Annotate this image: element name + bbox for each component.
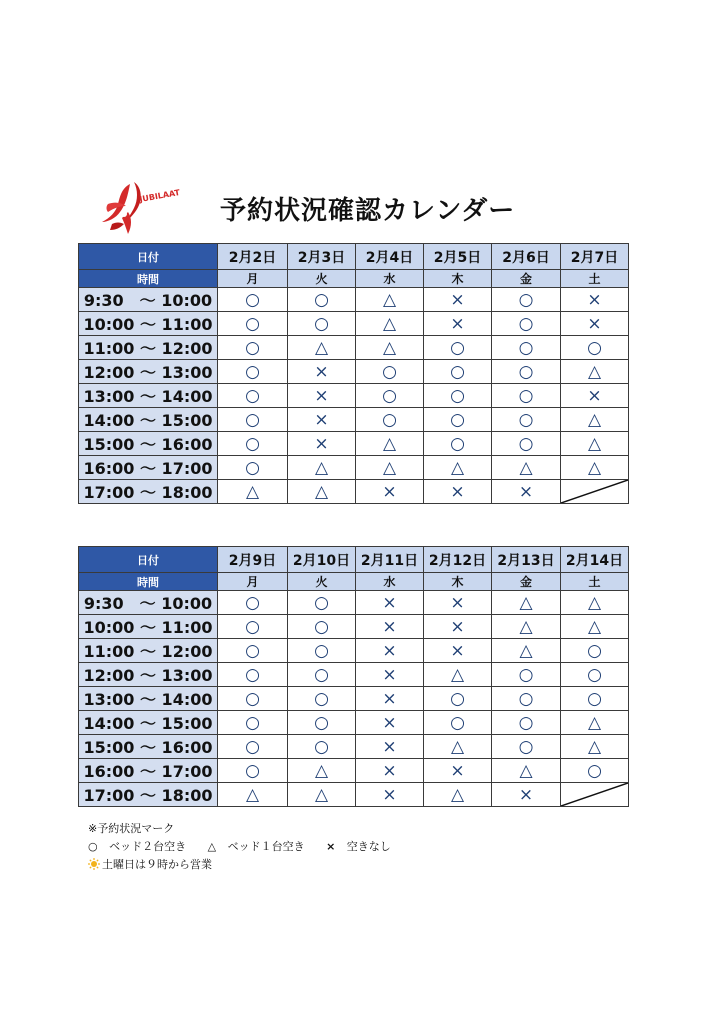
availability-cell: ○ [492,432,561,456]
availability-cell: ○ [218,735,288,759]
availability-cell: ○ [424,432,492,456]
availability-cell: ○ [492,687,561,711]
time-slot-label: 15:00 ～ 16:00 [79,735,218,759]
availability-cell: ○ [218,615,288,639]
availability-cell: △ [288,480,356,504]
time-slot-label: 13:00 ～ 14:00 [79,687,218,711]
availability-cell: ○ [356,384,424,408]
time-slot-label: 12:00 ～ 13:00 [79,360,218,384]
availability-cell: △ [492,591,561,615]
time-slot-label: 11:00 ～ 12:00 [79,336,218,360]
availability-cell: ○ [288,591,356,615]
time-slot-label: 14:00 ～ 15:00 [79,408,218,432]
availability-cell: ○ [492,360,561,384]
availability-cell: ○ [424,687,492,711]
date-header-label: 日付 [79,244,218,270]
weekday-header: 水 [356,573,424,591]
availability-cell: × [288,432,356,456]
availability-cell: × [356,687,424,711]
availability-cell: ○ [561,759,629,783]
time-row [79,711,629,735]
date-header: 2月5日 [424,244,492,270]
availability-cell: △ [561,408,629,432]
availability-cell: ○ [492,711,561,735]
availability-cell: ○ [288,615,356,639]
time-row [79,360,629,384]
time-row [79,432,629,456]
availability-cell: × [288,360,356,384]
time-slot-label: 17:00 ～ 18:00 [79,480,218,504]
time-row [79,591,629,615]
time-slot-label: 9:30 ～ 10:00 [79,591,218,615]
availability-cell: ○ [424,336,492,360]
legend-item [208,838,305,854]
availability-cell: ○ [492,663,561,687]
weekday-header: 土 [561,270,629,288]
availability-cell: △ [356,432,424,456]
availability-cell: ○ [218,639,288,663]
availability-cell: ○ [561,336,629,360]
date-header: 2月14日 [561,547,629,573]
time-row [79,735,629,759]
closed-cell [561,480,629,504]
legend-item [326,838,391,854]
jubilaat-logo [98,178,184,240]
time-header-label: 時間 [79,270,218,288]
availability-cell: △ [424,783,492,807]
time-slot-label: 9:30 ～ 10:00 [79,288,218,312]
availability-cell: × [561,384,629,408]
availability-cell: × [492,783,561,807]
sun-icon [88,858,100,870]
availability-cell: △ [424,456,492,480]
availability-cell: ○ [288,735,356,759]
availability-cell: ○ [218,360,288,384]
time-row [79,639,629,663]
availability-cell: △ [561,360,629,384]
availability-cell: ○ [218,711,288,735]
calendar-table-1 [78,243,629,504]
availability-cell: ○ [218,456,288,480]
availability-cell: ○ [218,312,288,336]
availability-cell: × [424,639,492,663]
legend-item [88,838,186,854]
availability-cell: ○ [356,360,424,384]
availability-cell: △ [356,312,424,336]
time-slot-label: 10:00 ～ 11:00 [79,615,218,639]
time-row [79,336,629,360]
time-row [79,408,629,432]
availability-cell: × [561,312,629,336]
availability-cell: ○ [288,711,356,735]
weekday-header: 月 [218,573,288,591]
date-header: 2月3日 [288,244,356,270]
availability-cell: ○ [288,687,356,711]
availability-cell: ○ [424,408,492,432]
legend-items [88,838,409,854]
time-row [79,615,629,639]
availability-cell: × [356,591,424,615]
availability-cell: × [356,615,424,639]
time-slot-label: 16:00 ～ 17:00 [79,759,218,783]
availability-cell: ○ [561,639,629,663]
time-slot-label: 16:00 ～ 17:00 [79,456,218,480]
availability-cell: × [356,759,424,783]
time-row [79,783,629,807]
time-slot-label: 15:00 ～ 16:00 [79,432,218,456]
weekday-header: 月 [218,270,288,288]
availability-cell: △ [288,759,356,783]
availability-cell: △ [218,783,288,807]
availability-cell: ○ [288,288,356,312]
availability-cell: ○ [218,288,288,312]
date-header: 2月4日 [356,244,424,270]
availability-cell: ○ [218,663,288,687]
availability-cell: △ [356,456,424,480]
legend-heading: ※予約状況マーク [88,822,175,835]
availability-cell: △ [356,288,424,312]
availability-cell: × [356,480,424,504]
availability-cell: ○ [288,663,356,687]
availability-cell: △ [561,711,629,735]
availability-cell: △ [492,456,561,480]
availability-cell: × [424,480,492,504]
availability-cell: △ [218,480,288,504]
time-slot-label: 13:00 ～ 14:00 [79,384,218,408]
legend-mark: × [326,840,336,853]
availability-cell: △ [561,735,629,759]
legend-text: ベッド１台空き [227,840,305,853]
availability-cell: ○ [492,384,561,408]
availability-cell: △ [288,456,356,480]
availability-cell: × [424,591,492,615]
availability-cell: ○ [492,408,561,432]
closed-cell [561,783,629,807]
date-header-label: 日付 [79,547,218,573]
date-header: 2月6日 [492,244,561,270]
legend-text: ベッド２台空き [109,840,187,853]
time-row [79,663,629,687]
availability-cell: × [356,735,424,759]
logo-text: JUBILAAT [138,188,181,204]
availability-cell: ○ [288,639,356,663]
availability-cell: △ [492,615,561,639]
availability-cell: ○ [218,336,288,360]
availability-cell: ○ [218,384,288,408]
availability-cell: ○ [424,384,492,408]
time-row [79,480,629,504]
weekday-header: 金 [492,573,561,591]
time-header-label: 時間 [79,573,218,591]
time-row [79,288,629,312]
availability-cell: × [424,615,492,639]
time-row [79,456,629,480]
date-header: 2月7日 [561,244,629,270]
weekday-header: 水 [356,270,424,288]
legend-text: 空きなし [346,840,391,853]
availability-cell: × [561,288,629,312]
time-slot-label: 14:00 ～ 15:00 [79,711,218,735]
availability-cell: × [356,639,424,663]
calendar-body-1 [79,288,629,504]
availability-cell: △ [492,639,561,663]
availability-cell: △ [561,615,629,639]
availability-cell: ○ [218,408,288,432]
availability-cell: × [424,312,492,336]
legend-mark: ○ [88,840,98,853]
availability-cell: ○ [561,687,629,711]
saturday-note [88,856,212,872]
availability-cell: ○ [492,288,561,312]
availability-cell: × [356,783,424,807]
availability-cell: ○ [288,312,356,336]
date-header: 2月12日 [424,547,492,573]
time-row [79,687,629,711]
availability-cell: △ [424,735,492,759]
availability-cell: △ [424,663,492,687]
calendar-body-2 [79,591,629,807]
weekday-header: 火 [288,270,356,288]
legend-mark: △ [207,840,217,853]
date-header: 2月13日 [492,547,561,573]
diagonal-slash [561,783,628,806]
availability-cell: × [424,759,492,783]
availability-cell: ○ [424,711,492,735]
availability-cell: △ [561,591,629,615]
availability-cell: ○ [492,735,561,759]
availability-cell: ○ [218,591,288,615]
availability-cell: ○ [218,759,288,783]
date-header: 2月10日 [288,547,356,573]
availability-cell: ○ [356,408,424,432]
time-row [79,759,629,783]
time-row [79,384,629,408]
availability-cell: ○ [561,663,629,687]
availability-cell: ○ [218,432,288,456]
date-header: 2月11日 [356,547,424,573]
availability-cell: △ [288,783,356,807]
availability-cell: × [288,384,356,408]
date-header: 2月9日 [218,547,288,573]
weekday-header: 木 [424,573,492,591]
weekday-header: 火 [288,573,356,591]
time-slot-label: 12:00 ～ 13:00 [79,663,218,687]
availability-cell: ○ [424,360,492,384]
availability-cell: △ [288,336,356,360]
time-row [79,312,629,336]
date-header: 2月2日 [218,244,288,270]
time-slot-label: 11:00 ～ 12:00 [79,639,218,663]
page-title: 予約状況確認カレンダー [220,196,516,226]
availability-cell: △ [492,759,561,783]
availability-cell: ○ [218,687,288,711]
availability-cell: × [288,408,356,432]
weekday-header: 土 [561,573,629,591]
diagonal-slash [561,480,628,503]
availability-cell: △ [561,456,629,480]
calendar-table-2 [78,546,629,807]
availability-cell: △ [356,336,424,360]
time-slot-label: 10:00 ～ 11:00 [79,312,218,336]
availability-cell: × [492,480,561,504]
availability-cell: × [424,288,492,312]
time-slot-label: 17:00 ～ 18:00 [79,783,218,807]
availability-cell: ○ [492,312,561,336]
availability-cell: ○ [492,336,561,360]
availability-cell: × [356,711,424,735]
weekday-header: 木 [424,270,492,288]
availability-cell: × [356,663,424,687]
weekday-header: 金 [492,270,561,288]
availability-cell: △ [561,432,629,456]
saturday-note-text: 土曜日は９時から営業 [102,858,212,871]
